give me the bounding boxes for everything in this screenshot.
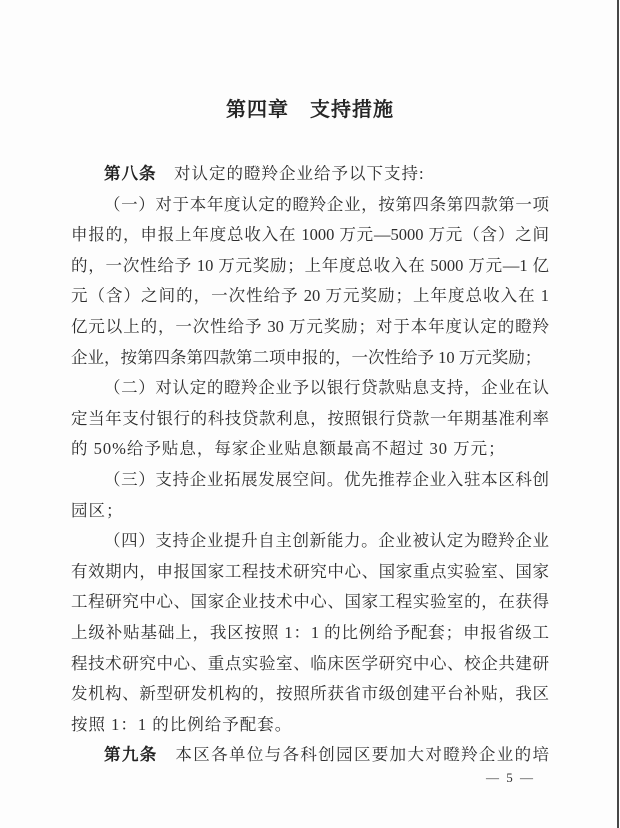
document-body <box>71 159 549 771</box>
article-8-label: 第八条 <box>104 165 157 183</box>
text-line: 上级补贴基础上，我区按照 1：1 的比例给予配套；申报省级工 <box>71 622 549 642</box>
text-line: 有效期内，申报国家工程技术研究中心、国家重点实验室、国家 <box>71 561 549 581</box>
text-line: 工程研究中心、国家企业技术中心、国家工程实验室的，在获得 <box>71 592 549 612</box>
page-number: — 5 — <box>486 770 535 785</box>
text-line: （二）对认定的瞪羚企业予以银行贷款贴息支持，企业在认 <box>104 378 549 398</box>
article-9-opening-line <box>71 740 549 771</box>
text-line: 元（含）之间的，一次性给予 20 万元奖励；上年度总收入在 1 <box>71 286 549 306</box>
scan-edge-artifact <box>617 0 619 828</box>
text-line: 的，一次性给予 10 万元奖励；上年度总收入在 5000 万元—1 亿 <box>71 255 549 275</box>
text-line: 按照 1：1 的比例给予配套。 <box>71 714 293 734</box>
article-9-intro-text: 本区各单位与各科创园区要加大对瞪羚企业的培 <box>157 745 549 765</box>
text-line: 的 50%给予贴息，每家企业贴息额最高不超过 30 万元； <box>71 439 506 459</box>
text-line: （四）支持企业提升自主创新能力。企业被认定为瞪羚企业 <box>104 531 549 551</box>
text-line: 亿元以上的，一次性给予 30 万元奖励；对于本年度认定的瞪羚 <box>71 316 549 336</box>
article-8-opening-line <box>71 159 549 190</box>
text-line: （一）对于本年度认定的瞪羚企业，按第四条第四款第一项 <box>104 194 549 214</box>
text-line: 申报的，申报上年度总收入在 1000 万元—5000 万元（含）之间 <box>71 225 549 245</box>
article-9-label: 第九条 <box>104 746 158 765</box>
text-line: 企业，按第四条第四款第二项申报的，一次性给予 10 万元奖励； <box>71 347 542 367</box>
text-line: 园区； <box>71 500 124 520</box>
text-line: （三）支持企业拓展发展空间。优先推荐企业入驻本区科创 <box>104 469 549 489</box>
article-8-intro-text: 对认定的瞪羚企业给予以下支持: <box>156 164 425 183</box>
text-line: 程技术研究中心、重点实验室、临床医学研究中心、校企共建研 <box>71 653 549 673</box>
text-line: 发机构、新型研发机构的，按照所获省市级创建平台补贴，我区 <box>71 684 549 704</box>
chapter-heading: 第四章 支持措施 <box>226 99 394 121</box>
text-line: 定当年支付银行的科技贷款利息，按照银行贷款一年期基准利率 <box>71 408 549 428</box>
